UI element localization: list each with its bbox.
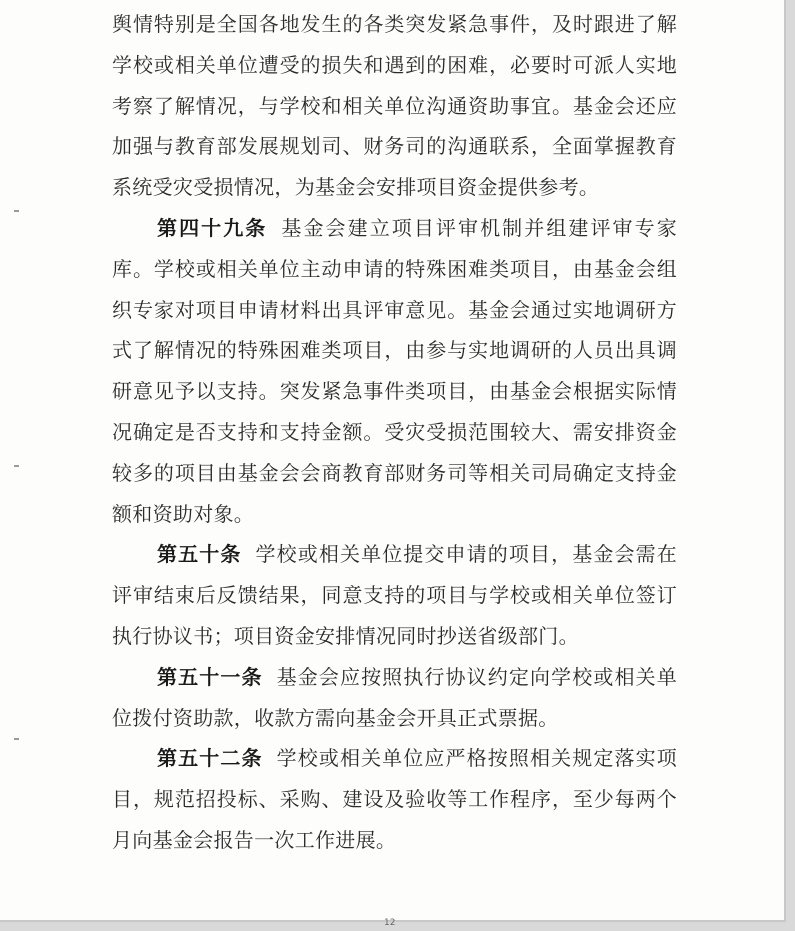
article-text: 学校或相关单位应严格按照相关规定落实项目，规范招投标、采购、建设及验收等工作程序，至少每两个月向基金会报告一次工作进展。 (112, 746, 678, 852)
article-text: 基金会应按照执行协议约定向学校或相关单位拨付资助款，收款方需向基金会开具正式票据。 (112, 664, 678, 730)
article-title: 第五十二条 (157, 746, 263, 771)
article-49 (112, 208, 677, 534)
margin-mark (14, 210, 19, 212)
article-title: 第五十一条 (157, 664, 263, 689)
article-50 (112, 534, 677, 656)
article-52 (112, 738, 677, 860)
article-text: 学校或相关单位提交申请的项目，基金会需在评审结束后反馈结果，同意支持的项目与学校或相关单位签订执行协议书；项目资金安排情况同时抄送省级部门。 (112, 542, 678, 648)
article-text: 基金会建立项目评审机制并组建评审专家库。学校或相关单位主动申请的特殊困难类项目，由基金会组织专家对项目申请材料出具评审意见。基金会通过实地调研方式了解情况的特殊困难类项目，由参与实地调研的人员出具调研意见予以支持。突发紧急事件类项目，由基金会根据实际情况确定是否支持和支持金额。受灾受损范围较大、需安排资金较多的项目由基金会会商教育部财务司等相关司局确定支持金额和资助对象。 (112, 215, 677, 526)
article-51 (112, 657, 677, 739)
page-number: 12 (384, 918, 396, 928)
paragraph-text: 舆情特别是全国各地发生的各类突发紧急事件，及时跟进了解学校或相关单位遭受的损失和遇到的困难，必要时可派人实地考察了解情况，与学校和相关单位沟通资助事宜。基金会还应加强与教育部发展规划司、财务司的沟通联系，全面掌握教育系统受灾受损情况，为基金会安排项目资金提供参考。 (112, 12, 677, 200)
document-body (112, 0, 677, 861)
article-title: 第五十条 (157, 542, 242, 567)
paragraph-continuation (112, 4, 677, 208)
margin-mark (14, 465, 19, 467)
article-title: 第四十九条 (157, 215, 268, 240)
margin-mark (14, 738, 19, 740)
